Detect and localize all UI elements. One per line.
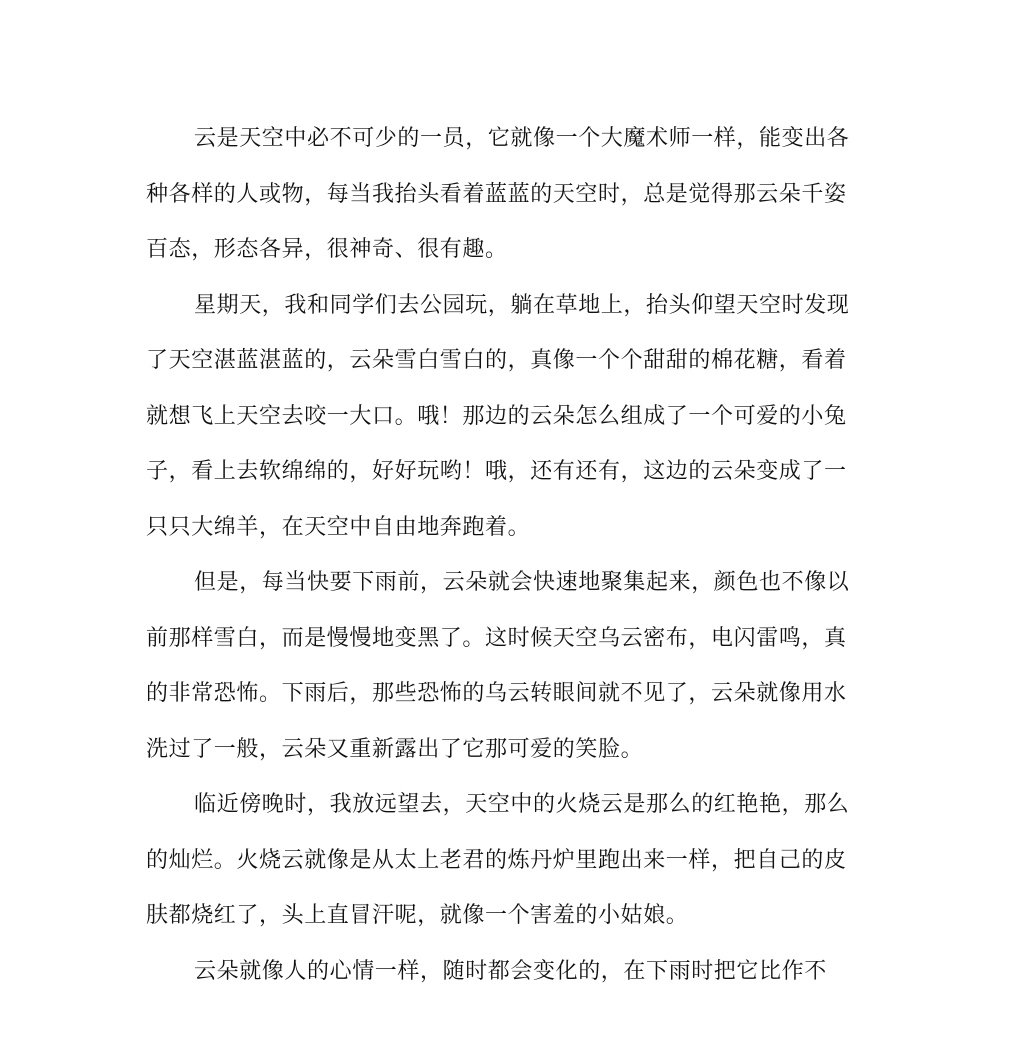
paragraph-2-line-1: 星期天，我和同学们去公园玩，躺在草地上，抬头仰望天空时发现 <box>194 292 850 318</box>
paragraph-1-line-1: 云是天空中必不可少的一员，它就像一个大魔术师一样，能变出各 <box>194 126 850 151</box>
paragraph-1-line-3: 百态，形态各异，很神奇、很有趣。 <box>146 237 508 262</box>
paragraph-4-line-2: 的灿烂。火烧云就像是从太上老君的炼丹炉里跑出来一样，把自己的皮 <box>146 847 847 873</box>
paragraph-3-line-1: 但是，每当快要下雨前，云朵就会快速地聚集起来，颜色也不像以 <box>194 570 850 595</box>
paragraph-5-line-1: 云朵就像人的心情一样，随时都会变化的，在下雨时把它比作不 <box>194 958 827 984</box>
paragraph-2-line-5: 只只大绵羊，在天空中自由地奔跑着。 <box>146 514 531 540</box>
paragraph-4-line-1: 临近傍晚时，我放远望去，天空中的火烧云是那么的红艳艳，那么 <box>194 792 850 817</box>
paragraph-3-line-2: 前那样雪白，而是慢慢地变黑了。这时候天空乌云密布，电闪雷鸣，真 <box>146 625 847 651</box>
paragraph-3-line-4: 洗过了一般，云朵又重新露出了它那可爱的笑脸。 <box>146 736 644 762</box>
essay-body <box>146 111 856 999</box>
paragraph-4-line-3: 肤都烧红了，头上直冒汗呢，就像一个害羞的小姑娘。 <box>146 903 689 928</box>
paragraph-2-line-2: 了天空湛蓝湛蓝的，云朵雪白雪白的，真像一个个甜甜的棉花糖，看着 <box>146 348 847 373</box>
paragraph-2-line-4: 子，看上去软绵绵的，好好玩哟！哦，还有还有，这边的云朵变成了一 <box>146 459 847 484</box>
paragraph-2-line-3: 就想飞上天空去咬一大口。哦！那边的云朵怎么组成了一个可爱的小兔 <box>146 403 847 429</box>
paragraph-1-line-2: 种各样的人或物，每当我抬头看着蓝蓝的天空时，总是觉得那云朵千姿 <box>146 181 847 207</box>
paragraph-3-line-3: 的非常恐怖。下雨后，那些恐怖的乌云转眼间就不见了，云朵就像用水 <box>146 681 847 706</box>
